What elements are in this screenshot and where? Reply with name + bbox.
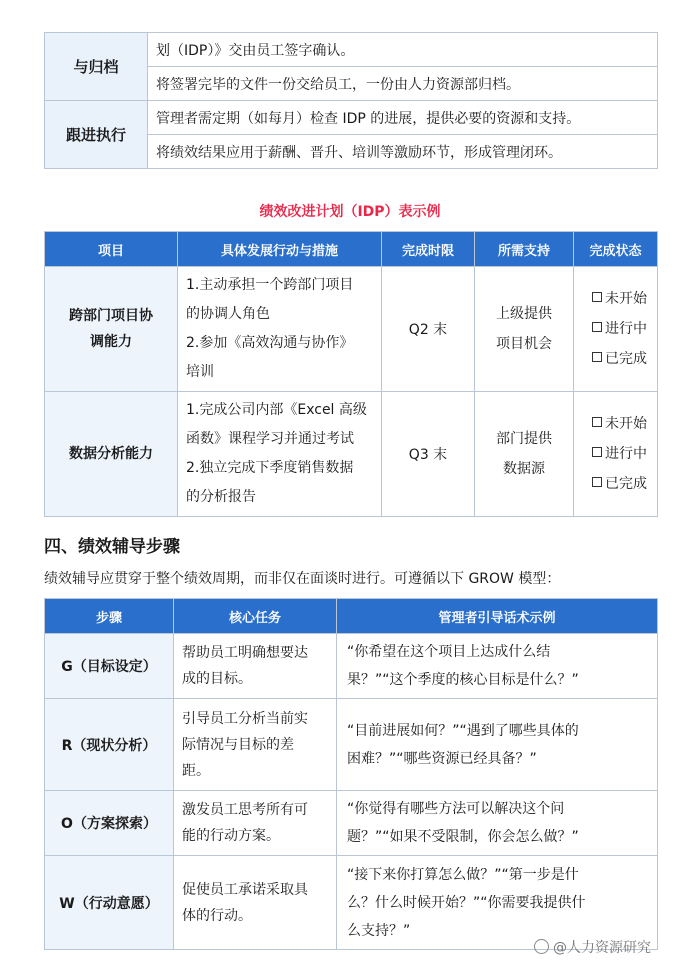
grow-example-line: “你觉得有哪些方法可以解决这个问 [347,801,565,817]
idp-action-line: 1.完成公司内部《Excel 高级 [186,402,367,418]
idp-support-line: 部门提供 [496,431,552,447]
status-option[interactable] [592,469,657,499]
grow-example-line: “你希望在这个项目上达成什么结 [347,644,551,660]
idp-item-cell [45,267,178,392]
status-label: 进行中 [605,321,647,337]
idp-support-cell [475,267,574,392]
grow-task-cell [174,856,337,950]
grow-task-cell [174,634,337,699]
table-row [45,267,658,392]
idp-header-row [45,232,658,267]
grow-task-line: 能的行动方案。 [182,828,280,844]
grow-task-line: 距。 [182,762,210,779]
idp-header-item: 项目 [45,232,178,267]
grow-task-line: 促使员工承诺采取具 [182,881,308,898]
followup-line-1: 管理者需定期（如每月）检查 IDP 的进展，提供必要的资源和支持。 [148,101,658,135]
table-row [45,791,658,856]
status-option[interactable] [592,314,657,344]
grow-example-cell [337,791,658,856]
grow-task-cell [174,791,337,856]
grow-example-line: 题？”“如果不受限制，你会怎么做？” [347,829,579,845]
status-label: 已完成 [605,476,647,492]
idp-action-line: 的分析报告 [186,489,256,505]
status-option[interactable] [592,409,657,439]
idp-action-line: 的协调人角色 [186,306,270,322]
status-option[interactable] [592,439,657,469]
archive-line-2: 将签署完毕的文件一份交给员工，一份由人力资源部归档。 [148,67,658,101]
grow-task-line: 际情况与目标的差 [182,736,294,753]
grow-task-line: 帮助员工明确想要达 [182,645,308,661]
archive-line-1: 划（IDP）》交由员工签字确认。 [148,33,658,67]
idp-item-cell [45,392,178,517]
idp-deadline-cell: Q3 末 [382,392,475,517]
grow-example-cell [337,699,658,791]
idp-item-line: 调能力 [90,334,132,350]
status-label: 未开始 [605,291,647,307]
table-row [45,699,658,791]
grow-example-line: 困难？”“哪些资源已经具备？” [347,750,537,767]
grow-example-line: “接下来你打算怎么做？”“第一步是什 [347,866,579,883]
grow-task-line: 引导员工分析当前实 [182,710,308,727]
idp-header-deadline: 完成时限 [382,232,475,267]
section-intro: 绩效辅导应贯穿于整个绩效周期，而非仅在面谈时进行。可遵循以下 GROW 模型： [44,571,561,587]
idp-support-line: 数据源 [503,461,545,477]
weibo-logo-icon [534,939,549,954]
grow-task-cell [174,699,337,791]
idp-deadline-cell: Q2 末 [382,267,475,392]
checkbox-icon[interactable] [592,417,602,427]
idp-status-cell [574,392,658,517]
grow-task-line: 成的目标。 [182,671,252,687]
status-option[interactable] [592,344,657,374]
row-head-followup: 跟进执行 [45,101,148,169]
idp-actions-cell [178,267,382,392]
idp-table-title: 绩效改进计划（IDP）表示例 [259,204,441,220]
checkbox-icon[interactable] [592,292,602,302]
grow-header-task: 核心任务 [174,599,337,634]
status-option[interactable] [592,284,657,314]
idp-action-line: 2.独立完成下季度销售数据 [186,460,354,476]
idp-support-line: 上级提供 [496,306,552,322]
idp-action-line: 1.主动承担一个跨部门项目 [186,277,354,293]
checkbox-icon[interactable] [592,322,602,332]
followup-line-2: 将绩效结果应用于薪酬、晋升、培训等激励环节，形成管理闭环。 [148,135,658,169]
grow-task-line: 体的行动。 [182,907,252,924]
checkbox-icon[interactable] [592,477,602,487]
idp-status-cell [574,267,658,392]
table-row [45,634,658,699]
grow-example-line: “目前进展如何？”“遇到了哪些具体的 [347,722,579,739]
grow-example-line: 么？什么时候开始？”“你需要我提供什 [347,894,586,911]
idp-item-line: 跨部门项目协 [69,308,153,324]
grow-table [44,598,658,950]
idp-item-line: 数据分析能力 [69,446,153,462]
idp-table [44,231,658,517]
grow-example-cell [337,634,658,699]
archive-followup-table [44,32,658,169]
status-label: 进行中 [605,446,647,462]
table-row [45,392,658,517]
watermark-text: @人力资源研究 [553,940,651,956]
table-row [45,856,658,950]
grow-header-example: 管理者引导话术示例 [337,599,658,634]
grow-step-cell: W（行动意愿） [45,856,174,950]
grow-header-step: 步骤 [45,599,174,634]
grow-example-line: 果？”“这个季度的核心目标是什么？” [347,672,579,688]
watermark [534,937,651,957]
row-head-archive: 与归档 [45,33,148,101]
status-label: 未开始 [605,416,647,432]
checkbox-icon[interactable] [592,352,602,362]
idp-action-line: 函数》课程学习并通过考试 [186,431,354,447]
idp-support-cell [475,392,574,517]
status-label: 已完成 [605,351,647,367]
idp-header-status: 完成状态 [574,232,658,267]
grow-task-line: 激发员工思考所有可 [182,802,308,818]
grow-header-row [45,599,658,634]
grow-step-cell: G（目标设定） [45,634,174,699]
grow-example-line: 么支持？” [347,922,411,939]
idp-action-line: 培训 [186,364,214,380]
checkbox-icon[interactable] [592,447,602,457]
idp-action-line: 2.参加《高效沟通与协作》 [186,335,354,351]
idp-actions-cell [178,392,382,517]
section-title: 四、绩效辅导步骤 [44,537,180,557]
idp-header-support: 所需支持 [475,232,574,267]
grow-example-cell [337,856,658,950]
grow-step-cell: R（现状分析） [45,699,174,791]
idp-header-actions: 具体发展行动与措施 [178,232,382,267]
idp-support-line: 项目机会 [496,336,552,352]
grow-step-cell: O（方案探索） [45,791,174,856]
